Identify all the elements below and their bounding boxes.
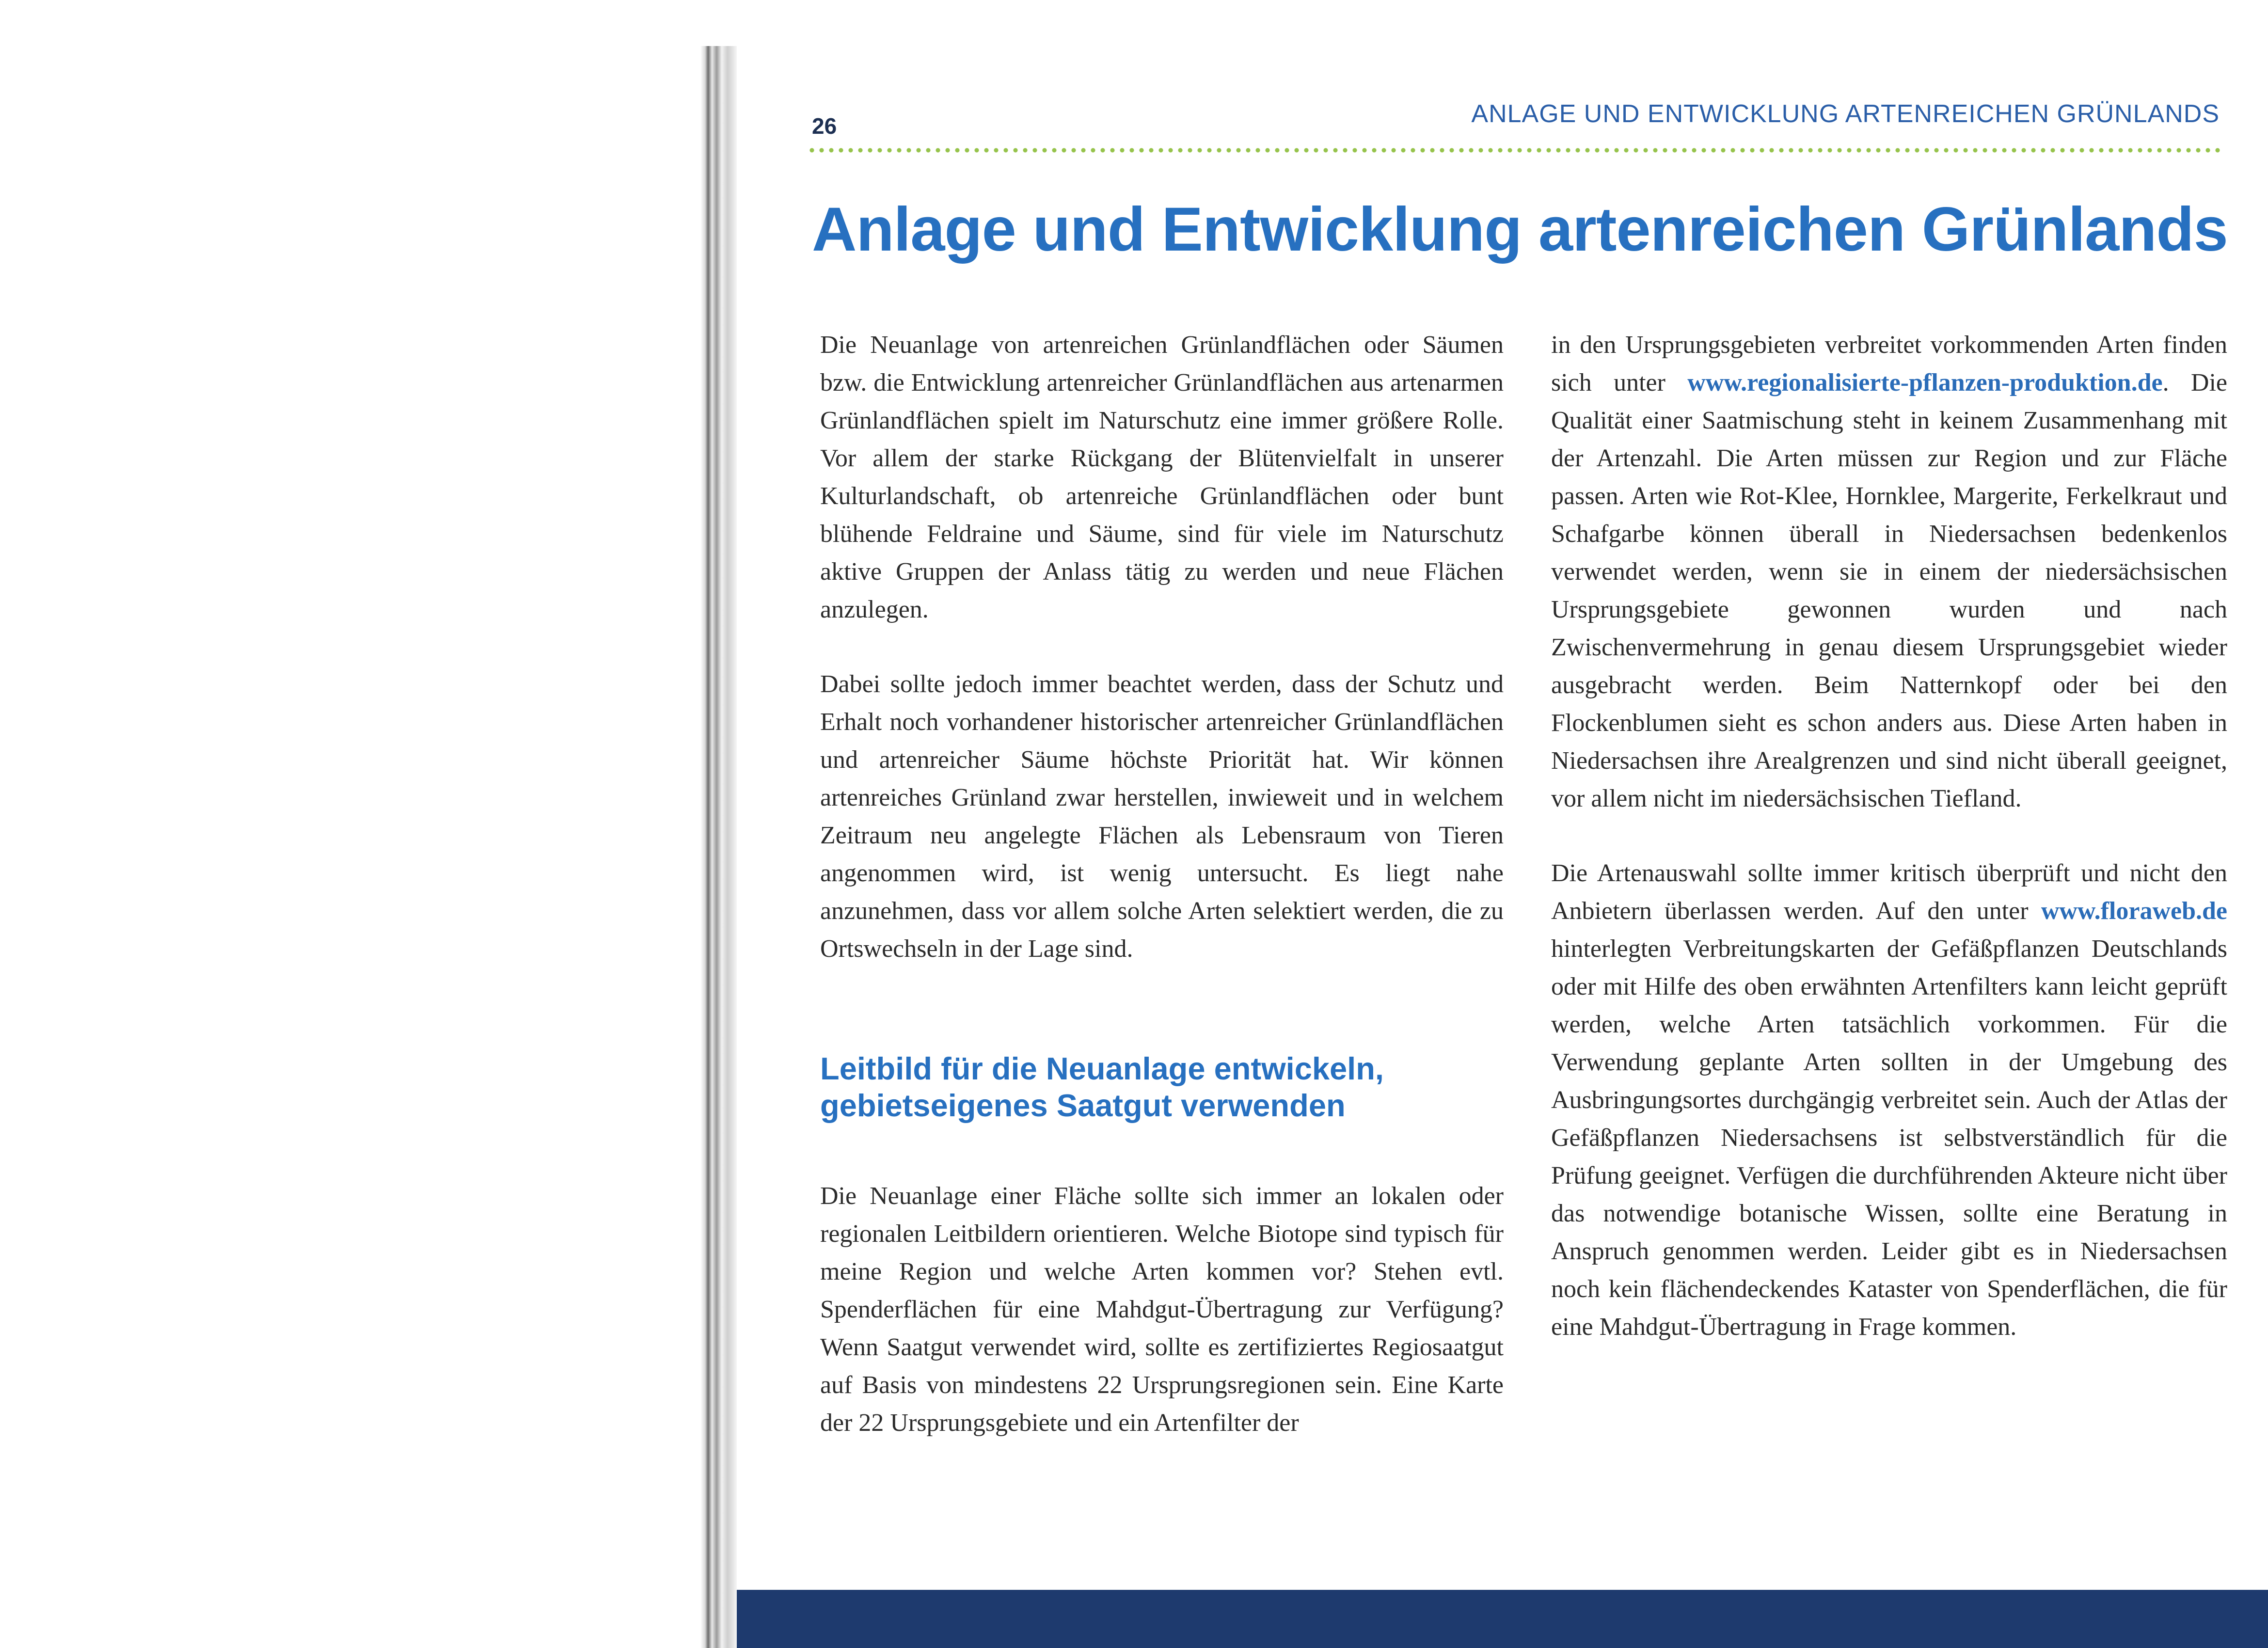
paragraph-species-selection [1551,855,2227,1346]
left-column [820,326,1504,1442]
section-heading-line-2: gebietseigenes Saatgut verwenden [820,1088,1346,1123]
paragraph-origin-areas-text-b: . Die Qualität einer Saatmischung steht in keinem Zusammenhang mit der Artenzahl. Die Arten müssen zur Region und zur Fläche passen. Arten wie Rot-Klee, Hornklee, Margerite, Ferkelkraut und Schafgarbe können überall in Niedersachsen bedenkenlos verwendet werden, wenn sie in einem der niedersächsischen Ursprungsgebiete gewonnen wurden und nach Zwischenvermehrung in genau diesem Ursprungsgebiet wieder ausgebracht werden. Beim Natternkopf oder bei den Flockenblumen sieht es schon anders aus. Diese Arten haben in Niedersachsen ihre Arealgrenzen und sind nicht überall geeignet, vor allem nicht im niedersächsischen Tiefland. [1551,369,2228,812]
paragraph-species-selection-text-a: Die Artenauswahl sollte immer kritisch überprüft und nicht den Anbietern überlassen werden. Auf den unter [1551,859,2227,925]
page-number: 26 [812,113,837,139]
section-heading [820,1050,1504,1124]
paragraph-origin-areas-text-a: in den Ursprungsgebieten verbreitet vorkommenden Arten finden sich unter [1551,331,2227,396]
paragraph-protection: Dabei sollte jedoch immer beachtet werden, dass der Schutz und Erhalt noch vorhandener historischer artenreicher Grünlandflächen und artenreicher Säume höchste Priorität hat. Wir können artenreiches Grünland zwar herstellen, inwieweit und in welchem Zeitraum neu angelegte Flächen als Lebensraum von Tieren angenommen wird, ist wenig untersucht. Es liegt nahe anzunehmen, dass vor allem solche Arten selektiert werden, die zu Ortswechseln in der Lage sind. [820,670,1504,963]
link-regionalisierte-pflanzenproduktion[interactable]: www.regionalisierte-pflanzen-produktion.de [1687,369,2163,396]
dotted-divider [807,147,2224,154]
section-heading-line-1: Leitbild für die Neuanlage entwickeln, [820,1051,1384,1086]
book-page [737,46,2268,1648]
bottom-color-band [737,1590,2268,1648]
right-column [1551,326,2227,1346]
paragraph-origin-areas [1551,326,2227,818]
paragraph-species-selection-text-b: hinterlegten Verbreitungskarten der Gefäßpflanzen Deutschlands oder mit Hilfe des oben erwähnten Artenfilters kann leicht geprüft werden, welche Arten tatsächlich vorkommen. Für die Verwendung geplante Arten sollten in der Umgebung des Ausbringungsortes durchgängig verbreitet sein. Auch der Atlas der Gefäßpflanzen Niedersachsens ist selbstverständlich für die Prüfung geeignet. Verfügen die durchführenden Akteure nicht über das notwendige botanische Wissen, sollte eine Beratung in Anspruch genommen werden. Leider gibt es in Niedersachsen noch kein flächendeckendes Kataster von Spenderflächen, die für eine Mahdgut-Übertragung in Frage kommen. [1551,935,2227,1341]
page-title: Anlage und Entwicklung artenreichen Grünlands [812,195,2228,264]
paragraph-guidelines: Die Neuanlage einer Fläche sollte sich immer an lokalen oder regionalen Leitbildern orientieren. Welche Biotope sind typisch für meine Region und welche Arten kommen vor? Stehen evtl. Spenderflächen für eine Mahdgut-Übertragung zur Verfügung? Wenn Saatgut verwendet wird, sollte es zertifiziertes Regiosaatgut auf Basis von mindestens 22 Ursprungsregionen sein. Eine Karte der 22 Ursprungsgebiete und ein Artenfilter der [820,1182,1504,1437]
running-header: ANLAGE UND ENTWICKLUNG ARTENREICHEN GRÜNLANDS [1471,100,2220,128]
book-spine [700,46,739,1648]
link-floraweb[interactable]: www.floraweb.de [2041,897,2228,925]
paragraph-intro: Die Neuanlage von artenreichen Grünlandflächen oder Säumen bzw. die Entwicklung artenreicher Grünlandflächen aus artenarmen Grünlandflächen spielt im Naturschutz eine immer größere Rolle. Vor allem der starke Rückgang der Blütenvielfalt in unserer Kulturlandschaft, ob artenreiche Grünlandflächen oder bunt blühende Feldraine und Säume, sind für viele im Naturschutz aktive Gruppen der Anlass tätig zu werden und neue Flächen anzulegen. [820,331,1504,623]
